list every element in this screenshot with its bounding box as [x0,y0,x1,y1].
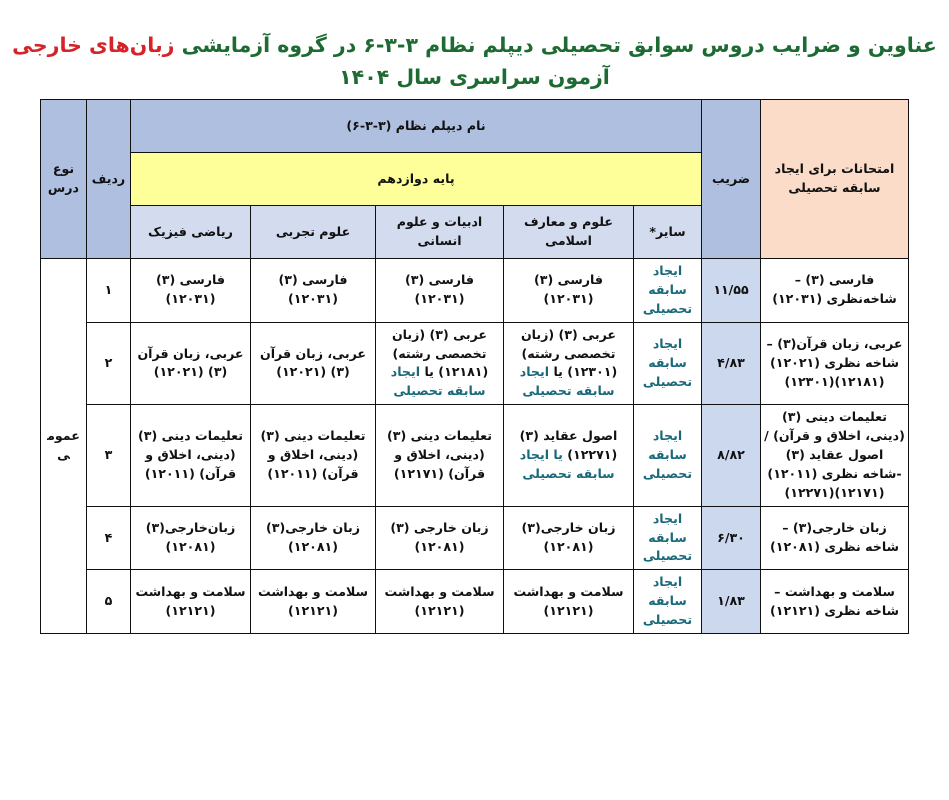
cell-branch-other: ایجاد سابقه تحصیلی [634,405,702,506]
cell-branch-other: ایجاد سابقه تحصیلی [634,570,702,634]
cell-branch-experimental-sciences: عربی، زبان قرآن (۳) (۱۲۰۲۱) [251,322,376,405]
cell-exams-for-record: تعلیمات دینی (۳) (دینی، اخلاق و قرآن) / اصول عقاید (۳) -شاخه نظری (۱۲۰۱۱)(۱۲۱۷۱)(۱۲۲۷۱) [761,405,909,506]
cell-text-primary: عربی (۳) (زبان تخصصی رشته)(۱۲۳۰۱) یا [520,326,618,380]
cell-branch-literature-humanities: سلامت و بهداشت (۱۲۱۲۱) [376,570,504,634]
header-branch-math-physics: ریاضی فیزیک [130,206,250,259]
cell-coefficient: ۱۱/۵۵ [702,259,761,323]
cell-branch-islamic-sciences [504,322,634,405]
cell-branch-other: ایجاد سابقه تحصیلی [634,506,702,570]
cell-exams-for-record: سلامت و بهداشت – شاخه نظری (۱۲۱۲۱) [761,570,909,634]
cell-branch-math-physics: زبان‌خارجی(۳) (۱۲۰۸۱) [130,506,250,570]
cell-branch-literature-humanities: تعلیمات دینی (۳) (دینی، اخلاق و قرآن) (۱۲۱۷۱) [376,405,504,506]
header-coefficient: ضریب [702,100,761,259]
cell-branch-math-physics: تعلیمات دینی (۳) (دینی، اخلاق و قرآن) (۱۲۰۱۱) [130,405,250,506]
header-row-number: ردیف [86,100,130,259]
table-row [40,322,908,405]
page-title [0,0,949,104]
cell-branch-math-physics: فارسی (۳) (۱۲۰۳۱) [130,259,250,323]
cell-branch-math-physics: عربی، زبان قرآن (۳) (۱۲۰۲۱) [130,322,250,405]
scores-table [40,99,909,634]
cell-branch-islamic-sciences: سلامت و بهداشت (۱۲۱۲۱) [504,570,634,634]
scores-table-container [41,99,909,634]
cell-branch-other: ایجاد سابقه تحصیلی [634,322,702,405]
cell-coefficient: ۴/۸۳ [702,322,761,405]
title-line-2: آزمون سراسری سال ۱۴۰۴ [339,64,610,89]
cell-text-note: یا ایجاد سابقه تحصیلی [519,447,615,481]
cell-branch-literature-humanities: زبان خارجی (۳) (۱۲۰۸۱) [376,506,504,570]
cell-coefficient: ۱/۸۳ [702,570,761,634]
table-header-row-1 [40,100,908,153]
cell-text-primary: اصول عقاید (۳) (۱۲۲۷۱) [519,428,618,463]
header-grade-band: پایه دوازدهم [130,153,701,206]
header-branch-experimental-sciences: علوم تجربی [251,206,376,259]
cell-branch-literature-humanities: فارسی (۳) (۱۲۰۳۱) [376,259,504,323]
header-exams-for-record: امتحانات برای ایجاد سابقه تحصیلی [761,100,909,259]
cell-branch-other: ایجاد سابقه تحصیلی [634,259,702,323]
header-branch-islamic-sciences: علوم و معارف اسلامی [504,206,634,259]
cell-branch-literature-humanities [376,322,504,405]
cell-row-number: ۱ [86,259,130,323]
cell-exams-for-record: عربی، زبان قرآن(۳) – شاخه نظری (۱۲۰۲۱)(۱۲۱۸۱)(۱۲۳۰۱) [761,322,909,405]
cell-coefficient: ۸/۸۲ [702,405,761,506]
title-red-part: زبان‌های خارجی [12,33,175,57]
title-line-1 [0,30,949,62]
cell-row-number: ۴ [86,506,130,570]
header-lesson-type: نوع درس [40,100,86,259]
cell-branch-experimental-sciences: زبان خارجی(۳) (۱۲۰۸۱) [251,506,376,570]
table-row [40,506,908,570]
cell-text-primary: عربی (۳) (زبان تخصصی رشته)(۱۲۱۸۱) یا [391,326,489,380]
cell-branch-experimental-sciences: تعلیمات دینی (۳) (دینی، اخلاق و قرآن) (۱۲۰۱۱) [251,405,376,506]
cell-branch-islamic-sciences [504,405,634,506]
cell-row-number: ۵ [86,570,130,634]
table-row [40,570,908,634]
header-branch-other: سایر* [634,206,702,259]
cell-row-number: ۳ [86,405,130,506]
cell-text-note: ایجاد سابقه تحصیلی [519,364,615,399]
cell-branch-islamic-sciences: فارسی (۳) (۱۲۰۳۱) [504,259,634,323]
cell-exams-for-record: زبان خارجی(۳) – شاخه نظری (۱۲۰۸۱) [761,506,909,570]
cell-branch-experimental-sciences: فارسی (۳) (۱۲۰۳۱) [251,259,376,323]
header-diploma-name: نام دیپلم نظام (۳-۳-۶) [130,100,701,153]
cell-lesson-type: عمومی [40,259,86,634]
cell-branch-experimental-sciences: سلامت و بهداشت (۱۲۱۲۱) [251,570,376,634]
cell-branch-math-physics: سلامت و بهداشت (۱۲۱۲۱) [130,570,250,634]
cell-text-note: ایجاد سابقه تحصیلی [390,364,486,399]
cell-row-number: ۲ [86,322,130,405]
header-branch-literature-humanities: ادبیات و علوم انسانی [376,206,504,259]
cell-exams-for-record: فارسی (۳) – شاخه‌نظری (۱۲۰۳۱) [761,259,909,323]
cell-branch-islamic-sciences: زبان خارجی(۳) (۱۲۰۸۱) [504,506,634,570]
table-row [40,405,908,506]
table-row [40,259,908,323]
title-green-part: عناوین و ضرایب دروس سوابق تحصیلی دیپلم نظام ۳-۳-۶ در گروه آزمایشی [181,33,937,57]
cell-coefficient: ۶/۳۰ [702,506,761,570]
